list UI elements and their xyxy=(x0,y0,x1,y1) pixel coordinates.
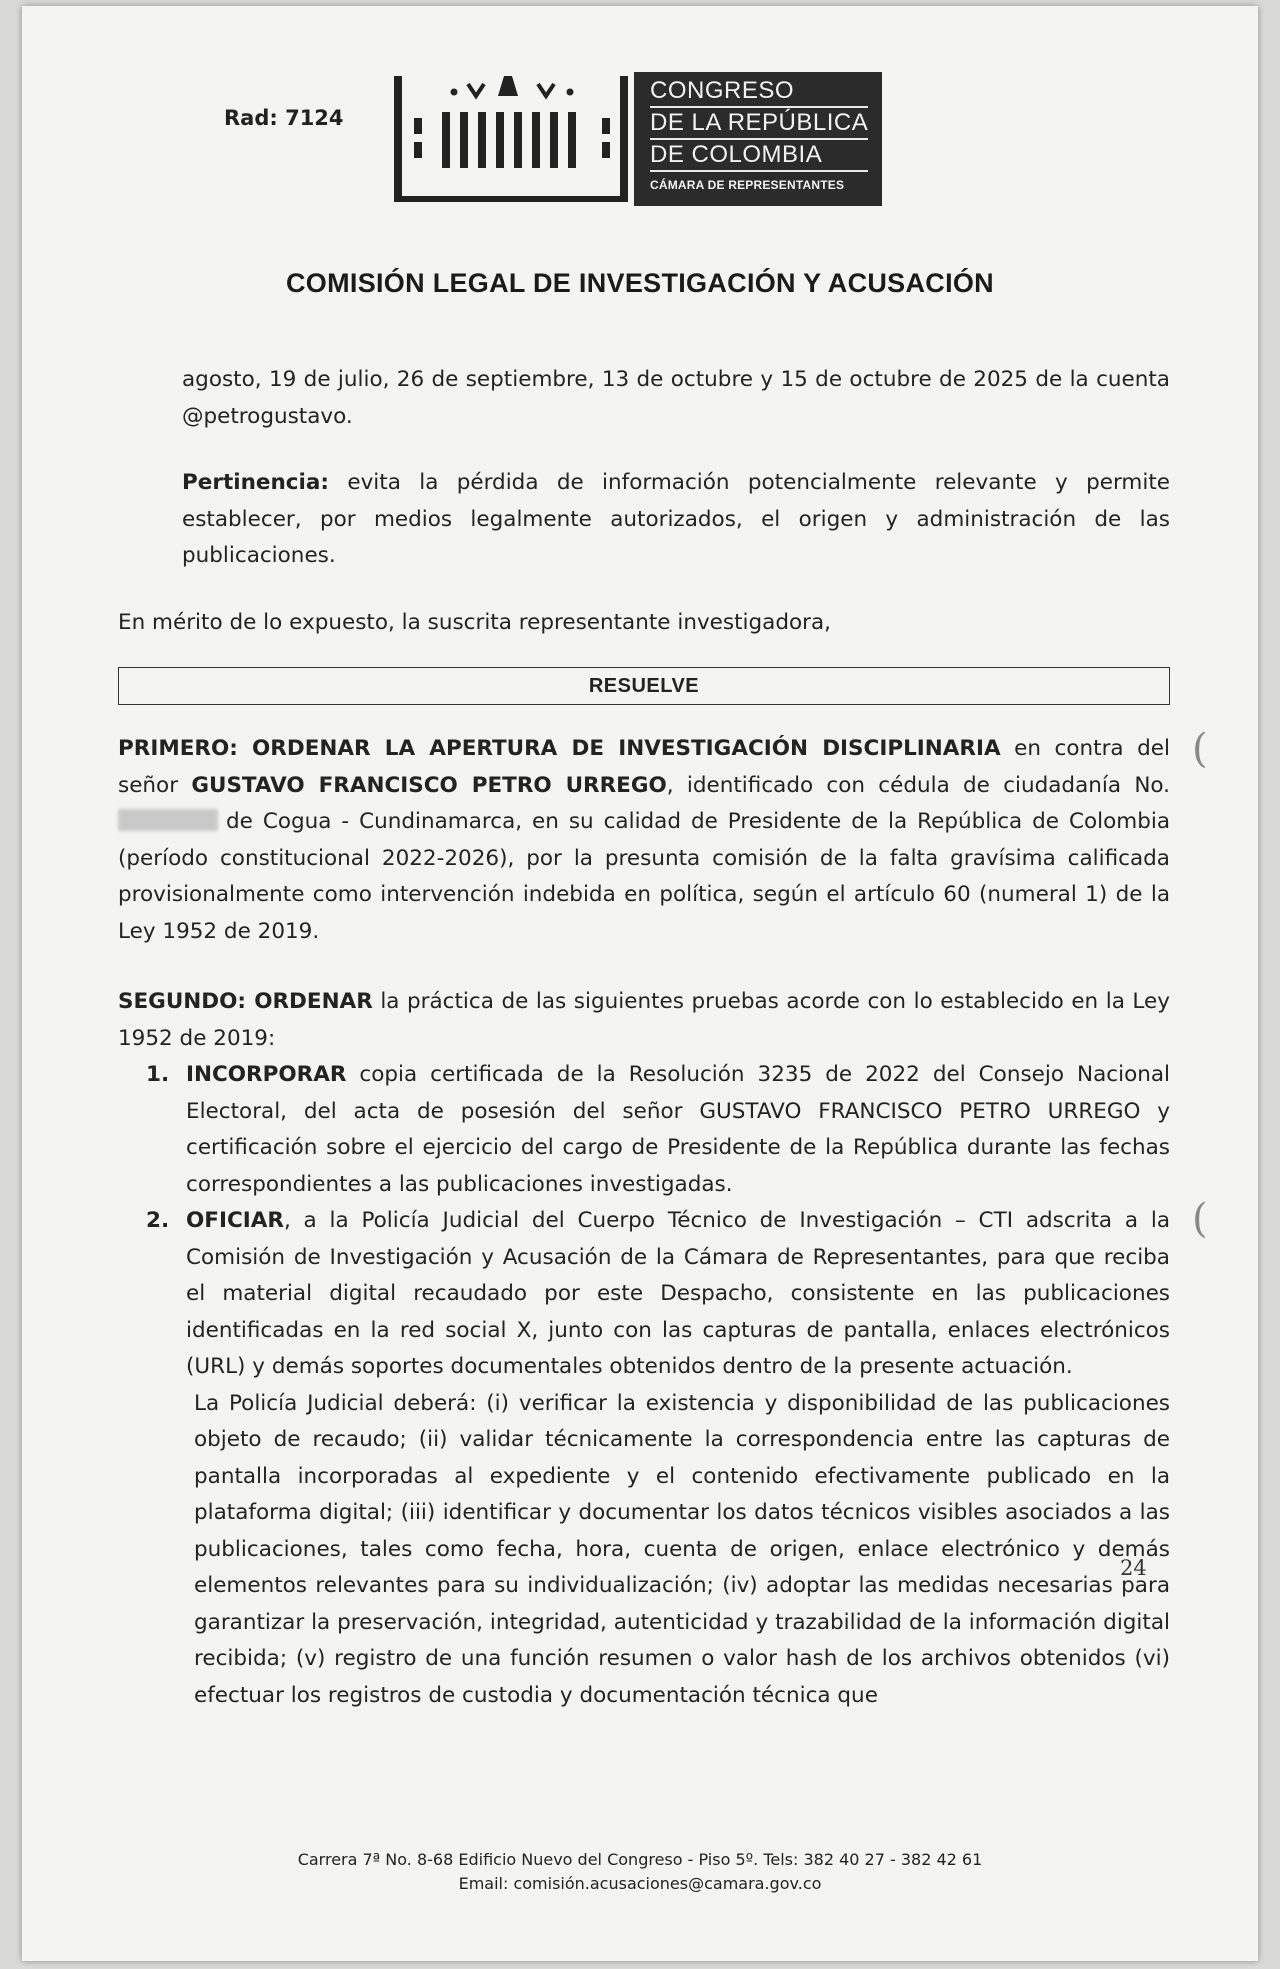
primero-text-1: en contra del señor xyxy=(118,736,1170,798)
accused-name: GUSTAVO FRANCISCO PETRO URREGO xyxy=(191,772,667,798)
list-item-text: , a la Policía Judicial del Cuerpo Técnico de Investigación – CTI adscrita a la Comisión de Investigación y Acusación de la Cámara de Representantes, para que reciba el material digital recaudado por este Despacho, consistente en las publicaciones identificadas en la red social X, junto con las capturas de pantalla, enlaces electrónicos (URL) y demás soportes documentales obtenidos dentro de la presente actuación. xyxy=(186,1208,1170,1379)
segundo-text: la práctica de las siguientes pruebas acorde con lo establecido en la Ley 1952 de 2019: xyxy=(118,989,1170,1051)
document-body xyxy=(118,362,1170,1714)
list-item xyxy=(118,1057,1170,1203)
margin-mark-icon: ( xyxy=(1192,1196,1208,1242)
segundo-label: SEGUNDO: ORDENAR xyxy=(118,989,373,1014)
list-item xyxy=(118,1203,1170,1386)
pertinencia-label: Pertinencia: xyxy=(182,470,330,495)
list-item-text: copia certificada de la Resolución 3235 de 2022 del Consejo Nacional Electoral, del acta de posesión del señor GUSTAVO FRANCISCO PETRO URREGO y certificación sobre el ejercicio del cargo de Presidente de la República durante las fechas correspondientes a las publicaciones investigadas. xyxy=(186,1062,1170,1197)
logo-line-congreso: CONGRESO xyxy=(650,77,795,104)
list-item-number: 2. xyxy=(146,1208,170,1233)
footer-address: Carrera 7ª No. 8-68 Edificio Nuevo del Congreso - Piso 5º. Tels: 382 40 27 - 382 42 61 xyxy=(297,1850,983,1869)
primero-label: PRIMERO: ORDENAR LA APERTURA DE INVESTIGACIÓN DISCIPLINARIA xyxy=(118,736,1001,761)
intro-continuation: agosto, 19 de julio, 26 de septiembre, 13 de octubre y 15 de octubre de 2025 de la cuenta @petrogustavo. xyxy=(182,367,1170,429)
pertinencia-paragraph xyxy=(118,465,1170,575)
list-item-number: 1. xyxy=(146,1062,170,1087)
commission-title: COMISIÓN LEGAL DE INVESTIGACIÓN Y ACUSACIÓN xyxy=(286,268,994,298)
pruebas-list xyxy=(118,1057,1170,1386)
radicado-number: Rad: 7124 xyxy=(224,106,344,130)
logo-line-republica: DE LA REPÚBLICA xyxy=(650,109,869,136)
logo-line-camara: CÁMARA DE REPRESENTANTES xyxy=(650,178,845,192)
primero-paragraph xyxy=(118,731,1170,950)
footer-email: Email: comisión.acusaciones@camara.gov.co xyxy=(458,1874,822,1893)
logo-rule xyxy=(650,170,868,172)
redacted-id-number xyxy=(118,809,218,831)
policia-judicial-paragraph: La Policía Judicial deberá: (i) verificar la existencia y disponibilidad de las publicaciones objeto de recaudo; (ii) validar técnicamente la correspondencia entre las capturas de pantalla incorporadas al expediente y el contenido efectivamente publicado en la plataforma digital; (iii) identificar y documentar los datos técnicos visibles asociados a las publicaciones, tales como fecha, hora, cuenta de origen, enlace electrónico y demás elementos relevantes para su individualización; (iv) adoptar las medidas necesarias para garantizar la preservación, integridad, autenticidad y trazabilidad de la información digital recibida; (v) registro de una función resumen o valor hash de los archivos obtenidos (vi) efectuar los registros de custodia y documentación técnica que xyxy=(194,1390,1170,1708)
logo-rule xyxy=(650,106,868,108)
logo-rule xyxy=(650,138,868,140)
congress-building-logo-icon xyxy=(392,72,632,206)
document-page xyxy=(22,6,1258,1961)
letterhead xyxy=(22,6,1258,246)
margin-mark-icon: ( xyxy=(1192,726,1208,772)
page-footer xyxy=(22,1848,1258,1896)
primero-text-3: de Cogua - Cundinamarca, en su calidad de Presidente de la República de Colombia (período constitucional 2022-2026), por la presunta comisión de la falta gravísima calificada provisionalmente como intervención indebida en política, según el artículo 60 (numeral 1) de la Ley 1952 de 2019. xyxy=(118,809,1170,944)
congress-logo-box xyxy=(634,72,882,206)
logo-line-colombia: DE COLOMBIA xyxy=(650,141,823,168)
merito-paragraph: En mérito de lo expuesto, la suscrita representante investigadora, xyxy=(118,609,831,635)
list-item-verb: INCORPORAR xyxy=(186,1062,347,1087)
page-number: 24 xyxy=(1120,1556,1147,1580)
segundo-paragraph xyxy=(118,984,1170,1057)
primero-text-2: , identificado con cédula de ciudadanía No. xyxy=(666,772,1171,798)
pertinencia-text: evita la pérdida de información potencialmente relevante y permite establecer, por medios legalmente autorizados, el origen y administración de las publicaciones. xyxy=(182,470,1170,568)
list-item-verb: OFICIAR xyxy=(186,1208,284,1233)
resuelve-heading: RESUELVE xyxy=(118,667,1170,705)
